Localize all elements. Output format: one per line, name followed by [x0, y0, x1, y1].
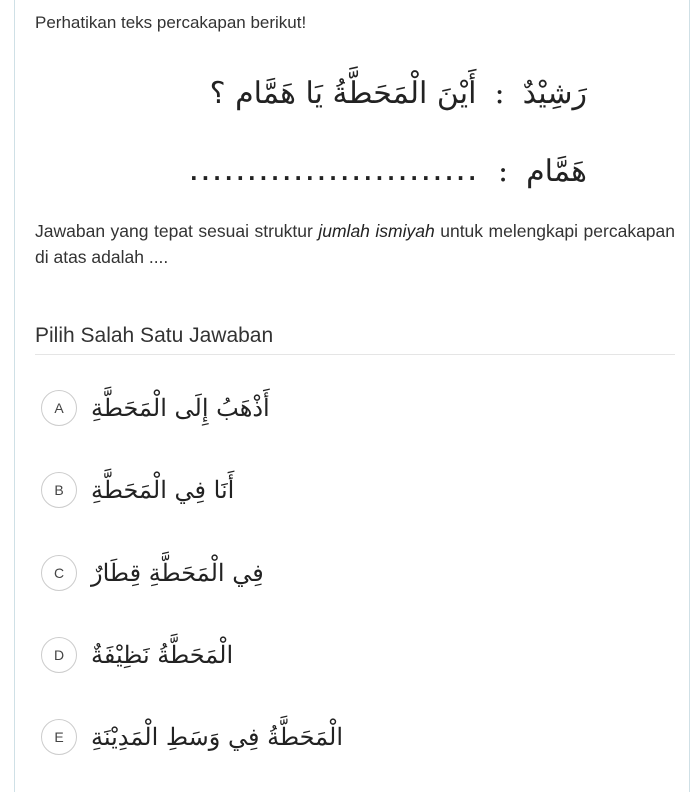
- answer-option-d[interactable]: [41, 637, 233, 673]
- dialogue-colon-1: :: [494, 76, 505, 111]
- answer-option-b[interactable]: [41, 472, 234, 508]
- option-letter-badge[interactable]: A: [41, 390, 77, 426]
- dialogue-colon-2: :: [498, 154, 509, 189]
- question-part-1: Jawaban yang tepat sesuai struktur: [35, 221, 319, 241]
- dialogue-line-1: [210, 76, 587, 111]
- dialogue-text-1: أَيْنَ الْمَحَطَّةُ يَا هَمَّام ؟: [209, 76, 477, 111]
- option-letter-badge[interactable]: D: [41, 637, 77, 673]
- question-part-2: untuk melengkapi percakapan di atas adalah ....: [35, 221, 675, 267]
- option-letter-badge[interactable]: B: [41, 472, 77, 508]
- section-divider: [35, 354, 675, 355]
- dialogue-speaker-1: رَشِيْدٌ: [522, 76, 587, 111]
- question-emphasis: jumlah ismiyah: [318, 221, 435, 241]
- option-text[interactable]: فِي الْمَحَطَّةِ قِطَارٌ: [91, 559, 264, 587]
- option-text[interactable]: أَنَا فِي الْمَحَطَّةِ: [91, 476, 235, 504]
- option-letter-badge[interactable]: C: [41, 555, 77, 591]
- dialogue-blank: .........................: [190, 161, 480, 185]
- option-text[interactable]: الْمَحَطَّةُ فِي وَسَطِ الْمَدِيْنَةِ: [91, 723, 343, 751]
- question-card: [14, 0, 690, 792]
- answers-section-title: Pilih Salah Satu Jawaban: [35, 324, 274, 347]
- option-text[interactable]: أَذْهَبُ إِلَى الْمَحَطَّةِ: [91, 394, 270, 422]
- answer-option-a[interactable]: [41, 390, 270, 426]
- option-letter-badge[interactable]: E: [41, 719, 77, 755]
- dialogue-speaker-2: هَمَّام: [526, 154, 587, 189]
- question-text: [35, 218, 675, 270]
- answer-option-e[interactable]: [41, 719, 343, 755]
- answer-option-c[interactable]: [41, 555, 264, 591]
- option-text[interactable]: الْمَحَطَّةُ نَظِيْفَةٌ: [91, 641, 234, 669]
- dialogue-line-2: [190, 154, 587, 189]
- instruction-text: Perhatikan teks percakapan berikut!: [35, 13, 307, 32]
